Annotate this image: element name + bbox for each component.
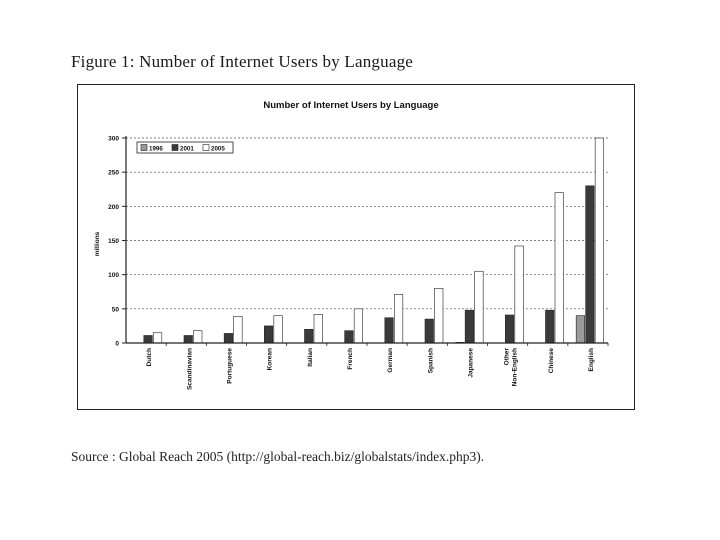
bar-2005 [435, 288, 444, 343]
bar-2005 [595, 138, 604, 343]
grid-lines [126, 138, 608, 309]
x-tick-label: Dutch [146, 348, 154, 367]
axes [108, 136, 608, 390]
x-tick-label: Italian [306, 348, 314, 367]
bar-2001 [345, 331, 354, 343]
x-tick-label: Japanese [467, 348, 475, 378]
bar-1996 [576, 316, 585, 343]
bar-2005 [194, 331, 203, 343]
bar-2001 [144, 335, 153, 343]
bar-2001 [184, 335, 193, 343]
x-tick-label: French [346, 348, 354, 370]
bar-2005 [354, 309, 363, 343]
bar-2001 [505, 315, 514, 343]
figure-caption: Figure 1: Number of Internet Users by Language [71, 52, 414, 71]
x-tick-label: Korean [266, 348, 274, 371]
legend-label-2001: 2001 [180, 145, 194, 153]
bar-2001 [586, 186, 595, 343]
bar-2005 [515, 246, 524, 343]
bar-2005 [555, 193, 564, 343]
y-tick-label: 100 [108, 272, 119, 280]
bar-2001 [465, 310, 474, 343]
x-tick-label: Spanish [427, 348, 435, 374]
chart-title: Number of Internet Users by Language [263, 100, 439, 111]
y-tick-label: 50 [111, 306, 119, 314]
y-tick-label: 150 [108, 238, 119, 245]
legend-label-1996: 1996 [149, 145, 163, 153]
x-tick-label: OtherNon-English [503, 348, 519, 387]
bar-2005 [475, 271, 484, 343]
bar-2001 [385, 318, 394, 343]
y-axis-label: millions [94, 231, 101, 257]
bar-2005 [234, 316, 243, 343]
y-tick-label: 300 [108, 135, 119, 143]
bar-2005 [153, 333, 162, 343]
x-tick-label: English [587, 348, 595, 372]
bar-2001 [305, 329, 314, 343]
bar-2005 [274, 316, 283, 343]
legend-label-2005: 2005 [211, 145, 225, 153]
legend-swatch-2001 [172, 145, 178, 151]
x-tick-label: German [387, 348, 395, 373]
y-tick-label: 0 [115, 340, 119, 348]
legend-swatch-1996 [141, 145, 147, 151]
x-tick-label: Scandinavian [186, 348, 194, 390]
legend [137, 142, 233, 153]
x-tick-label: Portuguese [226, 348, 234, 384]
x-tick-label: Chinese [547, 348, 555, 374]
y-tick-label: 200 [108, 203, 119, 211]
bar-2005 [394, 294, 403, 343]
bar-2001 [224, 333, 233, 343]
bar-chart [77, 84, 635, 410]
legend-swatch-2005 [203, 145, 209, 151]
bar-2005 [314, 314, 323, 343]
y-tick-label: 250 [108, 169, 119, 177]
bar-2001 [546, 310, 555, 343]
source-note: Source : Global Reach 2005 (http://global-reach.biz/globalstats/index.php3). [71, 449, 485, 464]
bar-2001 [264, 326, 273, 343]
bar-2001 [425, 319, 434, 343]
